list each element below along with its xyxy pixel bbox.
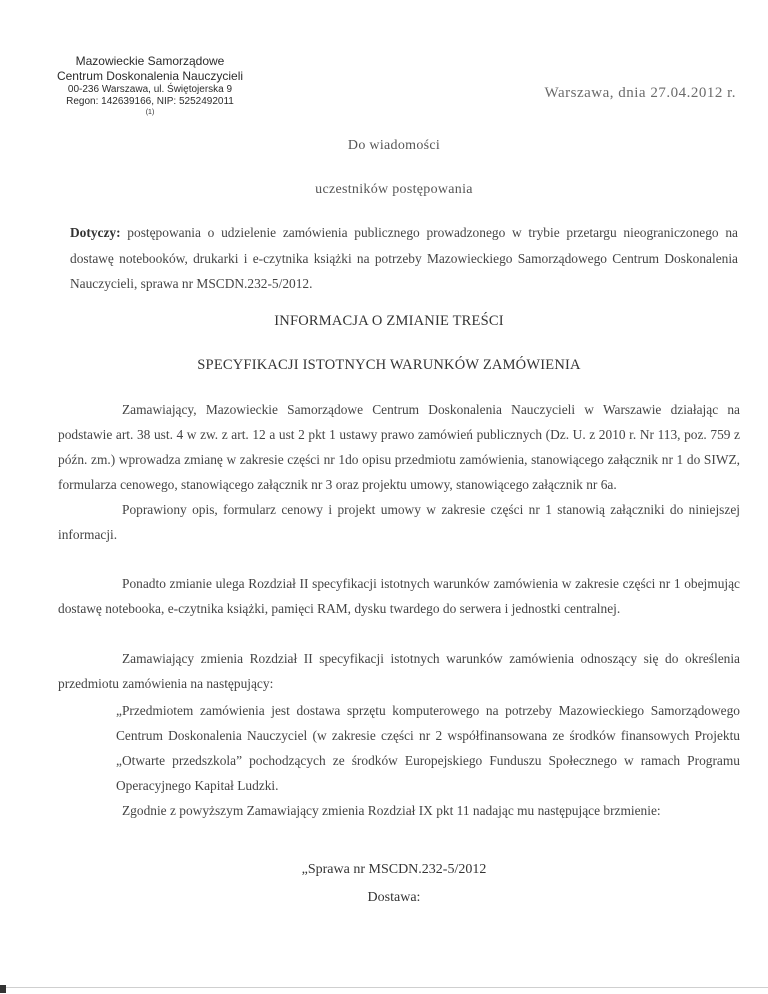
- subject-text: postępowania o udzielenie zamówienia publicznego prowadzonego w trybie przetargu nieograniczonego na dostawę notebooków, drukarki i e-czytnika książki na potrzeby Mazowieckiego Samorządowego Centrum Doskonalenia Nauczycieli, sprawa nr MSCDN.232-5/2012.: [70, 225, 738, 291]
- subject-label: Dotyczy:: [70, 225, 121, 240]
- org-name-line2: Centrum Doskonalenia Nauczycieli: [56, 69, 244, 83]
- body-paragraph-5: Zgodnie z powyższym Zamawiający zmienia Rozdział IX pkt 11 nadając mu następujące brzmienie:: [122, 803, 661, 818]
- document-date: Warszawa, dnia 27.04.2012 r.: [544, 85, 736, 101]
- body-paragraph-3: Ponadto zmianie ulega Rozdział II specyfikacji istotnych warunków zamówienia w zakresie części nr 1 obejmując dostawę notebooka, e-czytnika książki, pamięci RAM, dysku twardego do serwera i jednostki centralnej.: [58, 576, 740, 616]
- case-number: „Sprawa nr MSCDN.232-5/2012: [301, 862, 487, 877]
- recipient-line1: Do wiadomości: [347, 138, 441, 153]
- page-bottom-edge: [0, 987, 768, 988]
- body-paragraph-2: Poprawiony opis, formularz cenowy i projekt umowy w zakresie części nr 1 stanowią załączniki do niniejszej informacji.: [58, 502, 740, 542]
- stamp-mark: (1): [145, 109, 155, 116]
- subject-paragraph: [70, 220, 738, 297]
- scan-artifact-mark: [0, 985, 6, 993]
- delivery-heading: Dostawa:: [367, 890, 421, 905]
- quoted-subject-definition: „Przedmiotem zamówienia jest dostawa sprzętu komputerowego na potrzeby Mazowieckiego Samorządowego Centrum Doskonalenia Nauczyciel (w zakresie części nr 2 współfinansowana ze środków finansowych Projektu „Otwarte przedszkola” pochodzących ze środków Europejskiego Funduszu Społecznego w ramach Programu Operacyjnego Kapitał Ludzki.: [116, 703, 740, 793]
- organization-stamp: [40, 54, 260, 117]
- org-regon-nip: Regon: 142639166, NIP: 5252492011: [66, 96, 234, 107]
- body-paragraph-4: Zamawiający zmienia Rozdział II specyfikacji istotnych warunków zamówienia odnoszący się do określenia przedmiotu zamówienia na następujący:: [58, 651, 740, 691]
- body-paragraph-1: Zamawiający, Mazowieckie Samorządowe Centrum Doskonalenia Nauczycieli w Warszawie działając na podstawie art. 38 ust. 4 w zw. z art. 12 a ust 2 pkt 1 ustawy prawo zamówień publicznych (Dz. U. z 2010 r. Nr 113, poz. 759 z późn. zm.) wprowadza zmianę w zakresie części nr 1do opisu przedmiotu zamówienia, stanowiącego załącznik nr 1 do SIWZ, formularza cenowego, stanowiącego załącznik nr 3 oraz projektu umowy, stanowiącego załącznik nr 6a.: [58, 402, 740, 492]
- org-name-line1: Mazowieckie Samorządowe: [75, 54, 225, 68]
- heading-specification: SPECYFIKACJI ISTOTNYCH WARUNKÓW ZAMÓWIENIA: [197, 357, 581, 373]
- org-address: 00-236 Warszawa, ul. Świętojerska 9: [67, 84, 233, 95]
- recipient-line2: uczestników postępowania: [315, 182, 473, 197]
- heading-information: INFORMACJA O ZMIANIE TREŚCI: [274, 313, 504, 329]
